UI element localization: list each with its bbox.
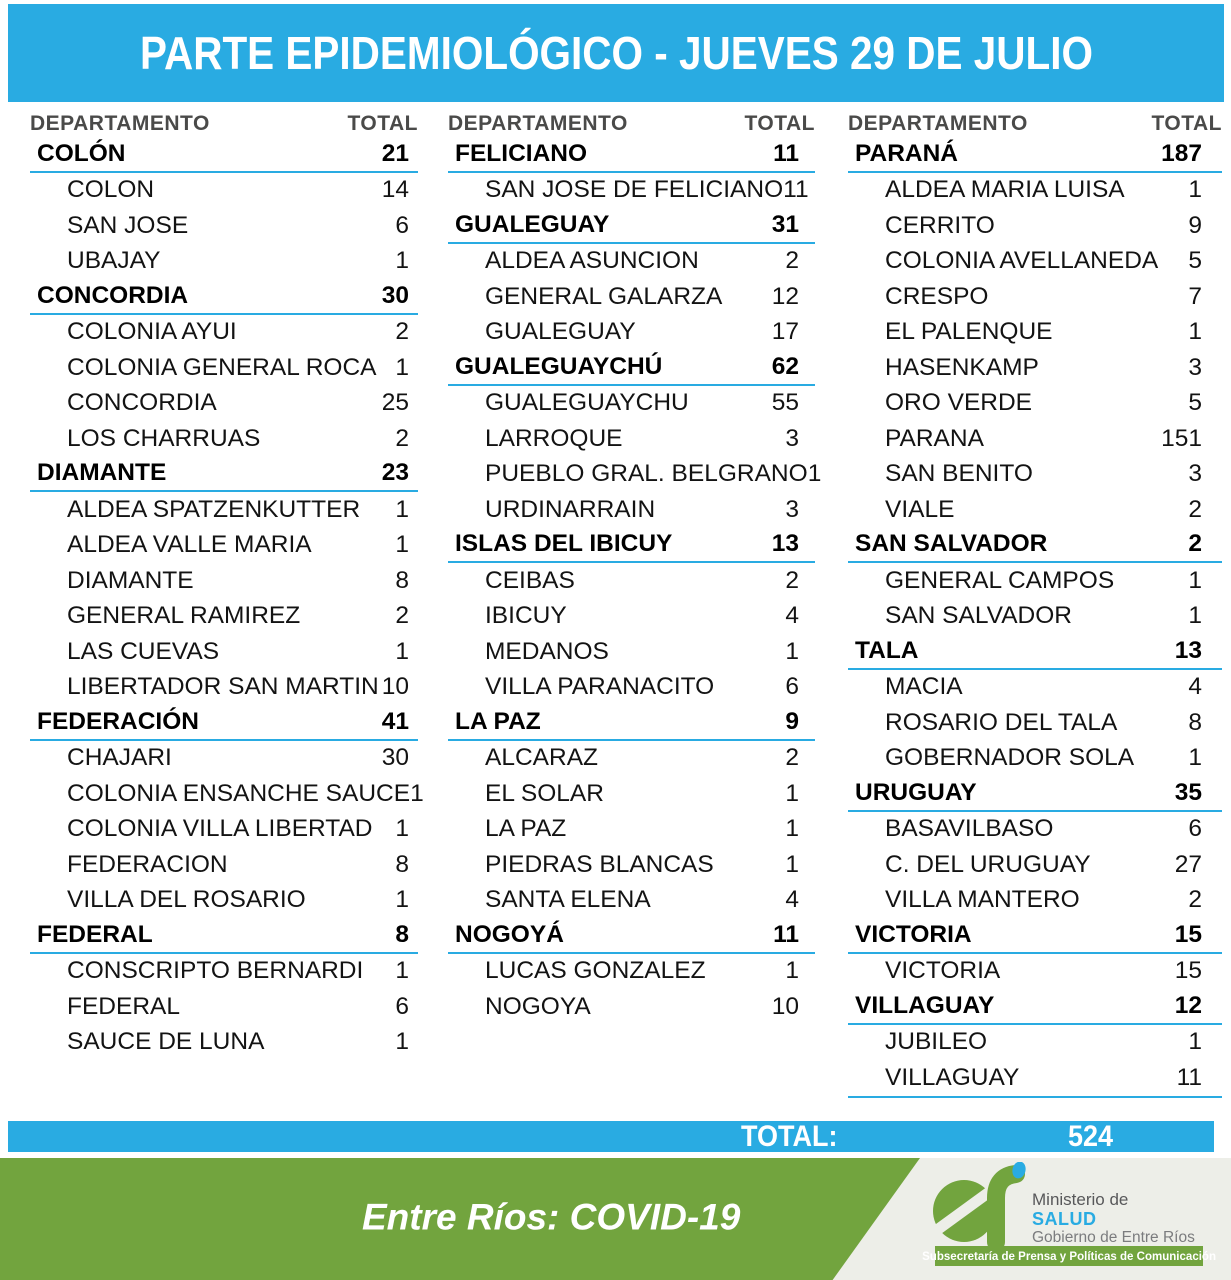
department-total: 21 xyxy=(381,139,409,167)
department-row xyxy=(848,776,1222,812)
department-header-label: DEPARTAMENTO xyxy=(30,111,210,135)
ministry-block xyxy=(1032,1190,1195,1247)
locality-name: LAS CUEVAS xyxy=(67,637,220,665)
locality-name: COLONIA GENERAL ROCA xyxy=(67,353,377,381)
locality-row xyxy=(30,670,418,706)
locality-row xyxy=(448,457,822,493)
locality-total: 1 xyxy=(395,353,409,381)
locality-name: LA PAZ xyxy=(485,815,567,843)
locality-total: 6 xyxy=(785,673,799,701)
locality-name: LIBERTADOR SAN MARTIN xyxy=(67,673,379,701)
locality-name: SAN JOSE DE FELICIANO xyxy=(485,176,784,204)
ministry-line2: SALUD xyxy=(1032,1209,1097,1230)
locality-row xyxy=(848,883,1222,919)
locality-total: 2 xyxy=(1188,886,1202,914)
locality-name: SAN JOSE xyxy=(67,211,189,239)
locality-name: VICTORIA xyxy=(885,957,1001,985)
locality-name: JUBILEO xyxy=(885,1028,988,1056)
locality-row xyxy=(30,421,418,457)
locality-name: ORO VERDE xyxy=(885,389,1033,417)
locality-row xyxy=(30,492,418,528)
table-column-2 xyxy=(448,110,822,1025)
locality-name: SAN SALVADOR xyxy=(885,602,1072,630)
grand-total-value: 524 xyxy=(1068,1120,1114,1153)
locality-total: 2 xyxy=(395,602,409,630)
locality-name: LARROQUE xyxy=(485,424,623,452)
department-row xyxy=(30,457,418,493)
department-name: VICTORIA xyxy=(855,920,972,948)
locality-total: 17 xyxy=(771,318,799,346)
locality-name: COLONIA AYUI xyxy=(67,318,237,346)
locality-row xyxy=(30,634,418,670)
locality-row xyxy=(30,883,418,919)
locality-row xyxy=(448,492,815,528)
locality-total: 1 xyxy=(785,815,799,843)
locality-row xyxy=(30,741,418,777)
locality-row xyxy=(448,563,815,599)
locality-total: 2 xyxy=(785,744,799,772)
locality-row xyxy=(848,350,1222,386)
locality-total: 30 xyxy=(381,744,409,772)
locality-total: 6 xyxy=(1188,815,1202,843)
locality-row xyxy=(30,208,418,244)
locality-row xyxy=(848,705,1222,741)
locality-name: CEIBAS xyxy=(485,566,575,594)
department-name: LA PAZ xyxy=(455,707,541,735)
department-row xyxy=(848,137,1222,173)
department-total: 41 xyxy=(381,707,409,735)
department-header-label: DEPARTAMENTO xyxy=(448,111,628,135)
department-name: URUGUAY xyxy=(855,778,977,806)
locality-row xyxy=(448,847,815,883)
subsecretary-text: Subsecretaría de Prensa y Políticas de Comunicación xyxy=(922,1249,1216,1263)
locality-total: 12 xyxy=(771,282,799,310)
locality-name: BASAVILBASO xyxy=(885,815,1054,843)
locality-total: 27 xyxy=(1174,850,1202,878)
department-total: 30 xyxy=(381,281,409,309)
department-row xyxy=(448,918,815,954)
locality-total: 1 xyxy=(395,1028,409,1056)
locality-row xyxy=(448,989,815,1025)
locality-row xyxy=(30,350,418,386)
locality-total: 1 xyxy=(395,531,409,559)
locality-name: GENERAL GALARZA xyxy=(485,282,723,310)
column-header xyxy=(30,110,418,137)
locality-total: 8 xyxy=(395,850,409,878)
locality-row xyxy=(448,279,815,315)
locality-row xyxy=(448,741,815,777)
locality-total: 2 xyxy=(1188,495,1202,523)
department-row xyxy=(848,528,1222,564)
department-name: NOGOYÁ xyxy=(455,920,564,948)
total-header-label: TOTAL xyxy=(347,111,418,135)
locality-total: 1 xyxy=(1188,744,1202,772)
locality-row xyxy=(848,386,1222,422)
table-column-1 xyxy=(30,110,424,1060)
locality-row xyxy=(30,847,418,883)
locality-name: CHAJARI xyxy=(67,744,172,772)
locality-name: CERRITO xyxy=(885,211,995,239)
locality-name: VILLA MANTERO xyxy=(885,886,1080,914)
locality-row xyxy=(848,847,1222,883)
locality-total: 55 xyxy=(771,389,799,417)
locality-total: 10 xyxy=(771,992,799,1020)
locality-total: 3 xyxy=(1188,353,1202,381)
locality-row xyxy=(448,954,815,990)
locality-name: HASENKAMP xyxy=(885,353,1039,381)
department-total: 35 xyxy=(1174,778,1202,806)
locality-name: FEDERAL xyxy=(67,992,181,1020)
department-row xyxy=(30,137,418,173)
locality-name: EL PALENQUE xyxy=(885,318,1053,346)
locality-total: 7 xyxy=(1188,282,1202,310)
locality-name: GUALEGUAYCHU xyxy=(485,389,689,417)
locality-row xyxy=(30,528,418,564)
locality-name: ALDEA ASUNCION xyxy=(485,247,699,275)
locality-row xyxy=(848,457,1222,493)
locality-row xyxy=(448,244,815,280)
locality-total: 11 xyxy=(1176,1063,1202,1091)
locality-name: SANTA ELENA xyxy=(485,886,651,914)
department-name: ISLAS DEL IBICUY xyxy=(455,530,673,558)
department-total: 9 xyxy=(785,707,799,735)
grand-total-bar xyxy=(8,1121,1214,1152)
locality-row xyxy=(448,315,815,351)
locality-name: LUCAS GONZALEZ xyxy=(485,957,706,985)
locality-total: 15 xyxy=(1174,957,1202,985)
department-header-label: DEPARTAMENTO xyxy=(848,111,1028,135)
locality-total: 1 xyxy=(1188,602,1202,630)
locality-row xyxy=(448,776,815,812)
ministry-line3: Gobierno de Entre Ríos xyxy=(1032,1229,1195,1247)
locality-total: 9 xyxy=(1188,211,1202,239)
locality-total: 1 xyxy=(410,779,424,807)
locality-name: CONSCRIPTO BERNARDI xyxy=(67,957,364,985)
locality-total: 3 xyxy=(785,424,799,452)
department-row xyxy=(448,705,815,741)
locality-total: 6 xyxy=(395,211,409,239)
locality-name: VILLA PARANACITO xyxy=(485,673,715,701)
department-name: FEDERACIÓN xyxy=(37,707,199,735)
locality-name: ROSARIO DEL TALA xyxy=(885,708,1118,736)
locality-total: 5 xyxy=(1188,389,1202,417)
department-total: 15 xyxy=(1174,920,1202,948)
page-title: PARTE EPIDEMIOLÓGICO - JUEVES 29 DE JULIO xyxy=(139,27,1093,79)
locality-total: 4 xyxy=(785,602,799,630)
locality-name: PUEBLO GRAL. BELGRANO xyxy=(485,460,808,488)
department-total: 187 xyxy=(1161,139,1202,167)
locality-total: 3 xyxy=(785,495,799,523)
locality-name: COLON xyxy=(67,176,155,204)
locality-row xyxy=(30,173,418,209)
locality-total: 1 xyxy=(785,779,799,807)
locality-total: 1 xyxy=(395,247,409,275)
locality-total: 1 xyxy=(785,637,799,665)
locality-name: LOS CHARRUAS xyxy=(67,424,261,452)
locality-total: 25 xyxy=(381,389,409,417)
locality-total: 1 xyxy=(395,495,409,523)
department-name: GUALEGUAY xyxy=(455,210,610,238)
department-name: FEDERAL xyxy=(37,920,153,948)
locality-row xyxy=(30,599,418,635)
department-name: SAN SALVADOR xyxy=(855,530,1048,558)
locality-row xyxy=(848,1060,1222,1096)
locality-name: VIALE xyxy=(885,495,955,523)
locality-name: GUALEGUAY xyxy=(485,318,636,346)
locality-total: 2 xyxy=(785,566,799,594)
locality-name: GENERAL RAMIREZ xyxy=(67,602,301,630)
total-header-label: TOTAL xyxy=(744,111,815,135)
locality-total: 1 xyxy=(807,460,822,488)
locality-name: URDINARRAIN xyxy=(485,495,656,523)
locality-row xyxy=(848,492,1222,528)
locality-row xyxy=(30,812,418,848)
locality-row xyxy=(448,421,815,457)
locality-name: FEDERACION xyxy=(67,850,228,878)
locality-total: 151 xyxy=(1161,424,1202,452)
title-banner xyxy=(8,4,1224,102)
locality-name: VILLAGUAY xyxy=(885,1063,1020,1091)
locality-row xyxy=(30,563,418,599)
locality-name: MEDANOS xyxy=(485,637,609,665)
locality-name: GOBERNADOR SOLA xyxy=(885,744,1135,772)
locality-row xyxy=(30,989,418,1025)
department-row xyxy=(448,137,815,173)
department-total: 13 xyxy=(771,530,799,558)
locality-row xyxy=(30,244,418,280)
locality-name: SAUCE DE LUNA xyxy=(67,1028,265,1056)
locality-total: 4 xyxy=(785,886,799,914)
locality-total: 1 xyxy=(785,957,799,985)
entre-rios-er-logo-icon xyxy=(933,1162,1029,1246)
locality-total: 3 xyxy=(1188,460,1202,488)
table-column-3 xyxy=(848,110,1222,1098)
department-name: TALA xyxy=(855,636,919,664)
locality-total: 1 xyxy=(395,957,409,985)
locality-name: ALDEA MARIA LUISA xyxy=(885,176,1125,204)
locality-row xyxy=(848,208,1222,244)
grand-total-label: TOTAL: xyxy=(741,1120,838,1153)
department-row xyxy=(848,918,1222,954)
locality-row xyxy=(848,741,1222,777)
locality-row xyxy=(448,599,815,635)
locality-row xyxy=(30,315,418,351)
locality-row xyxy=(848,421,1222,457)
locality-row xyxy=(30,954,418,990)
footer xyxy=(0,1158,1231,1280)
department-row xyxy=(848,634,1222,670)
locality-row xyxy=(30,776,424,812)
locality-total: 1 xyxy=(1188,566,1202,594)
locality-name: VILLA DEL ROSARIO xyxy=(67,886,306,914)
department-name: VILLAGUAY xyxy=(855,991,995,1019)
department-total: 11 xyxy=(773,139,799,167)
column-header xyxy=(848,110,1222,137)
locality-row xyxy=(848,244,1222,280)
locality-name: PIEDRAS BLANCAS xyxy=(485,850,714,878)
locality-name: COLONIA ENSANCHE SAUCE xyxy=(67,779,411,807)
locality-name: EL SOLAR xyxy=(485,779,604,807)
locality-name: ALCARAZ xyxy=(485,744,599,772)
locality-row xyxy=(448,634,815,670)
locality-total: 5 xyxy=(1188,247,1202,275)
locality-name: DIAMANTE xyxy=(67,566,194,594)
locality-name: CONCORDIA xyxy=(67,389,217,417)
department-row xyxy=(30,918,418,954)
locality-row xyxy=(848,563,1222,599)
department-total: 62 xyxy=(771,352,799,380)
department-total: 13 xyxy=(1174,636,1202,664)
total-header-label: TOTAL xyxy=(1151,111,1222,135)
department-total: 11 xyxy=(773,920,799,948)
department-name: PARANÁ xyxy=(855,139,958,167)
locality-total: 11 xyxy=(783,176,809,204)
locality-total: 1 xyxy=(1188,318,1202,346)
locality-row xyxy=(448,812,815,848)
department-name: COLÓN xyxy=(37,139,126,167)
locality-row xyxy=(848,173,1222,209)
ministry-line1: Ministerio de xyxy=(1032,1190,1129,1209)
locality-name: UBAJAY xyxy=(67,247,161,275)
locality-total: 4 xyxy=(1188,673,1202,701)
locality-row xyxy=(30,1025,418,1061)
department-name: DIAMANTE xyxy=(37,459,167,487)
locality-row xyxy=(848,599,1222,635)
locality-name: IBICUY xyxy=(485,602,567,630)
department-row xyxy=(30,705,418,741)
department-total: 23 xyxy=(381,459,409,487)
department-total: 2 xyxy=(1188,530,1202,558)
locality-total: 8 xyxy=(395,566,409,594)
department-name: FELICIANO xyxy=(455,139,588,167)
locality-row xyxy=(848,279,1222,315)
department-total: 12 xyxy=(1174,991,1202,1019)
locality-name: ALDEA VALLE MARIA xyxy=(67,531,312,559)
department-name: GUALEGUAYCHÚ xyxy=(455,352,663,380)
locality-total: 1 xyxy=(1188,1028,1202,1056)
locality-total: 2 xyxy=(395,424,409,452)
locality-name: MACIA xyxy=(885,673,963,701)
locality-row xyxy=(30,386,418,422)
locality-row xyxy=(848,670,1222,706)
locality-total: 8 xyxy=(1188,708,1202,736)
column-header xyxy=(448,110,815,137)
locality-row xyxy=(848,1025,1222,1061)
locality-total: 1 xyxy=(395,637,409,665)
locality-name: SAN BENITO xyxy=(885,460,1033,488)
locality-row xyxy=(848,315,1222,351)
locality-total: 1 xyxy=(785,850,799,878)
subsecretary-bar xyxy=(922,1246,1216,1266)
locality-row xyxy=(448,173,815,209)
locality-row xyxy=(448,386,815,422)
locality-row xyxy=(848,812,1222,848)
locality-name: C. DEL URUGUAY xyxy=(885,850,1091,878)
locality-name: COLONIA AVELLANEDA xyxy=(885,247,1159,275)
locality-total: 1 xyxy=(395,886,409,914)
locality-name: PARANA xyxy=(885,424,984,452)
locality-row xyxy=(448,883,815,919)
department-total: 31 xyxy=(771,210,799,238)
department-total: 8 xyxy=(395,920,409,948)
department-row xyxy=(448,208,815,244)
locality-total: 2 xyxy=(395,318,409,346)
locality-total: 10 xyxy=(381,673,409,701)
department-name: CONCORDIA xyxy=(37,281,189,309)
locality-row xyxy=(848,954,1222,990)
footer-banner-text: Entre Ríos: COVID-19 xyxy=(362,1196,741,1238)
locality-name: NOGOYA xyxy=(485,992,591,1020)
locality-row xyxy=(448,670,815,706)
locality-total: 1 xyxy=(1188,176,1202,204)
locality-name: GENERAL CAMPOS xyxy=(885,566,1115,594)
locality-name: COLONIA VILLA LIBERTAD xyxy=(67,815,373,843)
locality-total: 6 xyxy=(395,992,409,1020)
department-row xyxy=(848,989,1222,1025)
locality-total: 2 xyxy=(785,247,799,275)
department-row xyxy=(448,350,815,386)
locality-name: CRESPO xyxy=(885,282,989,310)
locality-name: ALDEA SPATZENKUTTER xyxy=(67,495,361,523)
locality-total: 14 xyxy=(381,176,409,204)
locality-total: 1 xyxy=(395,815,409,843)
department-row xyxy=(448,528,815,564)
department-row xyxy=(30,279,418,315)
